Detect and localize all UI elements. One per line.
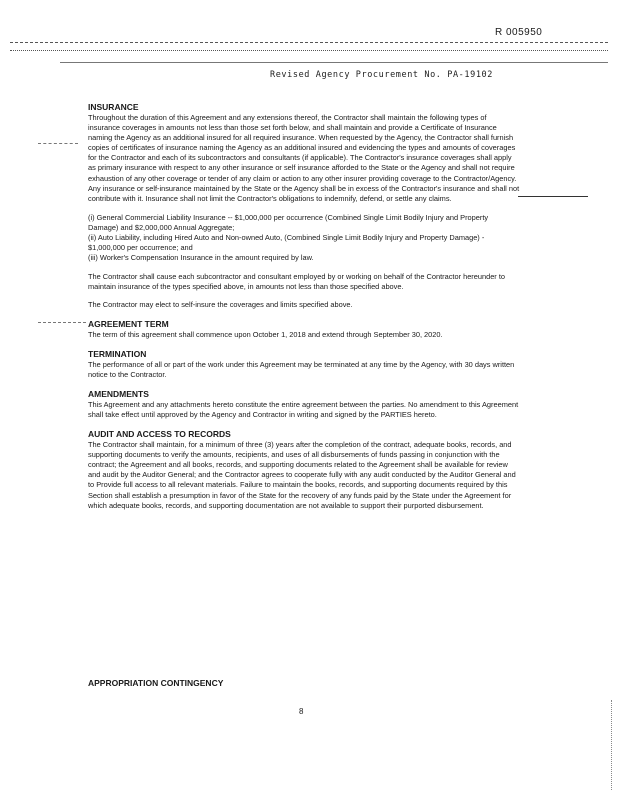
termination-paragraph: The performance of all or part of the work under this Agreement may be terminated at any time by the Agency, with 30 days written notice to the Contractor. xyxy=(88,359,515,379)
bates-number: R 005950 xyxy=(495,27,543,38)
self-insure-paragraph: The Contractor may elect to self-insure the coverages and limits specified above. xyxy=(88,299,353,309)
audit-heading: AUDIT AND ACCESS TO RECORDS xyxy=(88,429,231,440)
insurance-paragraph: Throughout the duration of this Agreement and any extensions thereof, the Contractor shall maintain the following types of insurance coverages in amounts not less than those set forth below, and shall maintain and provide a Certificate of Insurance naming the Agency as an additional insured for all required insurance. When requested by the Agency, the Contractor shall furnish copies of certificates of insurance naming the Agency as an additional insured and evidencing the types and amounts of coverages for the Contractor and each of its subcontractors and consultants (if applicable). The Contractor's insurance coverages shall apply as primary insurance with respect to any other insurance or self insurance afforded to the State or the Agency and shall not require exhaustion of any other coverage or tender of any claim or action to any other insurer providing coverage to the Contractor/Agency. Any insurance or self-insurance maintained by the State or the Agency shall be in excess of the Contractor's insurance and shall not contribute with it. Insurance shall not limit the Contractor's obligations to indemnify, defend, or settle any claims. xyxy=(88,113,520,203)
amendments-heading: AMENDMENTS xyxy=(88,388,149,399)
agreement-term-heading: AGREEMENT TERM xyxy=(88,318,169,329)
scan-artifact-line xyxy=(60,62,608,63)
appropriation-contingency-heading: APPROPRIATION CONTINGENCY xyxy=(88,678,224,688)
scan-artifact-line xyxy=(10,42,608,43)
insurance-item-auto-liability: (ii) Auto Liability, including Hired Auto and Non-owned Auto, (Combined Single Limit Bodily Injury and Property Damage) - $1,000,000 per occurrence; and xyxy=(88,233,485,253)
insurance-heading: INSURANCE xyxy=(88,102,139,112)
insurance-item-general-liability: (i) General Commercial Liability Insurance -- $1,000,000 per occurrence (Combined Single Limit Bodily Injury and Property Damage) and $2,000,000 Annual Aggregate; xyxy=(88,212,489,232)
margin-mark xyxy=(38,322,86,323)
amendments-paragraph: This Agreement and any attachments hereto constitute the entire agreement between the parties. No amendment to this Agreement shall take effect until approved by the Agency and Contractor in writing and signed by the PARTIES hereto. xyxy=(88,399,519,419)
subcontractor-insurance-paragraph: The Contractor shall cause each subcontractor and consultant employed by or working on behalf of the Contractor hereunder to maintain insurance of the types specified above, in amounts not less than those specified above. xyxy=(88,272,505,292)
document-body xyxy=(88,102,520,511)
procurement-reference: Revised Agency Procurement No. PA-19102 xyxy=(270,70,493,80)
termination-heading: TERMINATION xyxy=(88,348,147,359)
margin-mark xyxy=(38,143,78,144)
margin-mark xyxy=(518,196,588,197)
audit-paragraph: The Contractor shall maintain, for a minimum of three (3) years after the completion of the contract, adequate books, records, and supporting documents to verify the amounts, recipients, and uses of all disbursements of funds passing in conjunction with the contract; the Agreement and all books, records, and supporting documents related to the Agreement shall be available for review and audit by the Auditor General; and the Contractor agrees to cooperate fully with any audit conducted by the Auditor General and to Provide full access to all relevant materials. Failure to maintain the books, records, and supporting documents required by this Section shall establish a presumption in favor of the State for the recovery of any funds paid by the State under the Agreement for which adequate books, records, and supporting documentation are not available to support their purported disbursement. xyxy=(88,440,516,510)
page-number: 8 xyxy=(299,707,304,716)
insurance-item-workers-comp: (iii) Worker's Compensation Insurance in the amount required by law. xyxy=(88,253,314,263)
scan-artifact-line xyxy=(10,50,608,51)
agreement-term-paragraph: The term of this agreement shall commence upon October 1, 2018 and extend through September 30, 2020. xyxy=(88,329,443,339)
scan-edge-artifact xyxy=(605,700,612,790)
